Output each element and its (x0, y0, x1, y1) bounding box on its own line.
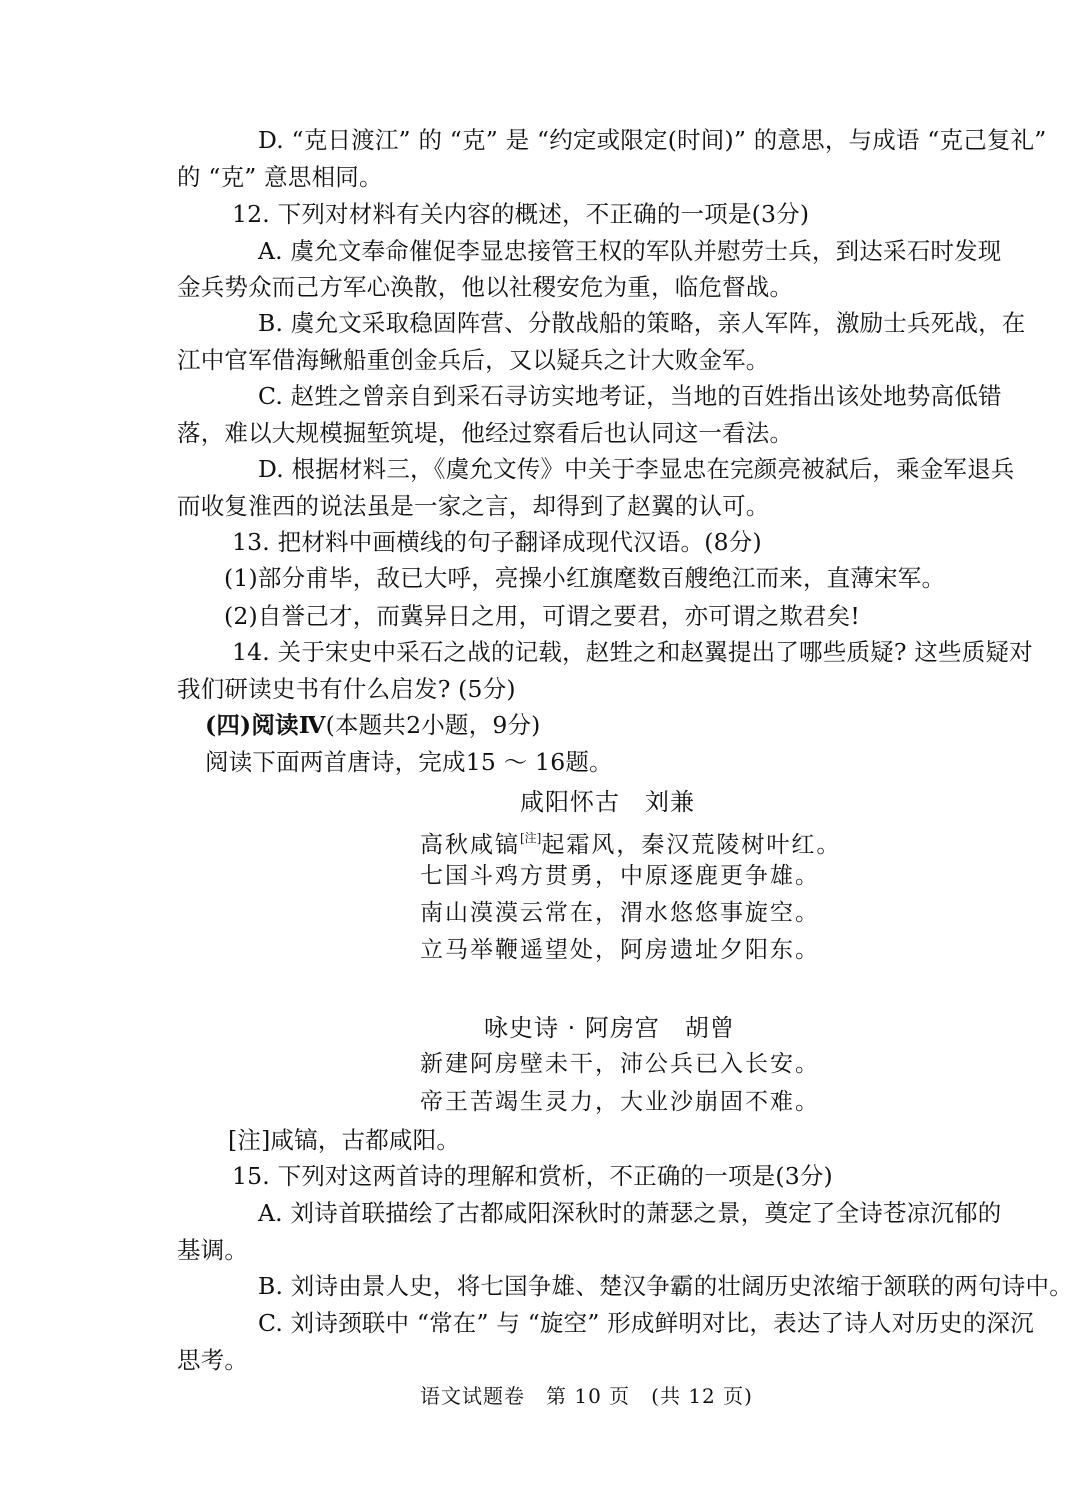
option-12b-line-1: B. 虞允文采取稳固阵营、分散战船的策略，亲人军阵，激励士兵死战，在 (258, 309, 1026, 337)
poem-1-line-3: 南山漠漠云常在，渭水悠悠事旋空。 (420, 900, 820, 926)
option-12a-line-2: 金兵势众而己方军心涣散，他以社稷安危为重，临危督战。 (177, 273, 794, 301)
option-12d-line-2: 而收复淮西的说法虽是一家之言，却得到了赵翼的认可。 (177, 492, 770, 520)
page-footer: 语文试题卷 第 10 页 (共 12 页) (420, 1384, 753, 1408)
poem-2-title: 咏史诗 · 阿房宫 胡曾 (484, 1014, 735, 1042)
footnote: [注]咸镐，古都咸阳。 (228, 1126, 461, 1154)
question-13-sentence-1: (1)部分甫毕，敌已大呼，亮操小红旗麾数百艘绝江而来，直薄宋军。 (224, 564, 946, 592)
option-15a-line-1: A. 刘诗首联描绘了古都咸阳深秋时的萧瑟之景，奠定了全诗苍凉沉郁的 (258, 1199, 1002, 1227)
poem-1-line-4: 立马举鞭遥望处，阿房遗址夕阳东。 (420, 937, 820, 963)
question-13: 13. 把材料中画横线的句子翻译成现代汉语。(8分) (232, 528, 762, 556)
question-14-line-2: 我们研读史书有什么启发? (5分) (177, 675, 516, 703)
section-title: (四)阅读Ⅳ (205, 711, 326, 739)
poem-1-title: 咸阳怀古 刘兼 (520, 788, 695, 816)
reading-instruction: 阅读下面两首唐诗，完成15 ～ 16题。 (205, 748, 613, 776)
poem-1-line-1-part-b: 起霜风，秦汉荒陵树叶红。 (541, 832, 842, 858)
option-11d-line-2: 的 “克” 意思相同。 (177, 163, 383, 191)
poem-2-line-1: 新建阿房壁未干，沛公兵已入长安。 (420, 1051, 820, 1077)
poem-1-line-1 (420, 822, 841, 861)
option-15c-line-2: 思考。 (177, 1346, 249, 1374)
section-heading (205, 709, 541, 741)
option-12c-line-2: 落，难以大规模掘堑筑堤，他经过察看后也认同这一看法。 (177, 419, 794, 447)
question-14-line-1: 14. 关于宋史中采石之战的记载，赵甡之和赵翼提出了哪些质疑? 这些质疑对 (232, 638, 1033, 666)
poem-1-line-1-part-a: 高秋咸镐 (420, 832, 520, 858)
footnote-marker: [注] (520, 831, 542, 845)
option-12c-line-1: C. 赵甡之曾亲自到采石寻访实地考证，当地的百姓指出该处地势高低错 (258, 382, 1002, 410)
option-12a-line-1: A. 虞允文奉命催促李显忠接管王权的军队并慰劳士兵，到达采石时发现 (258, 237, 1002, 265)
option-11d-line-1: D. “克日渡江” 的 “克” 是 “约定或限定(时间)” 的意思，与成语 “克己复礼” (258, 126, 1047, 154)
poem-1-line-2: 七国斗鸡方贯勇，中原逐鹿更争雄。 (420, 863, 820, 889)
option-15c-line-1: C. 刘诗颈联中 “常在” 与 “旋空” 形成鲜明对比，表达了诗人对历史的深沉 (258, 1309, 1034, 1337)
option-15a-line-2: 基调。 (177, 1236, 249, 1264)
question-13-sentence-2: (2)自誉己才，而冀异日之用，可谓之要君，亦可谓之欺君矣! (224, 602, 861, 630)
question-15: 15. 下列对这两首诗的理解和赏析，不正确的一项是(3分) (232, 1162, 833, 1190)
poem-2-line-2: 帝王苦竭生灵力，大业沙崩固不难。 (420, 1089, 820, 1115)
option-12b-line-2: 江中官军借海鳅船重创金兵后，又以疑兵之计大败金军。 (177, 346, 770, 374)
option-12d-line-1: D. 根据材料三，《虞允文传》中关于李显忠在完颜亮被弑后，乘金军退兵 (258, 455, 1015, 483)
option-15b-line-1: B. 刘诗由景人史，将七国争雄、楚汉争霸的壮阔历史浓缩于颔联的两句诗中。 (258, 1272, 1073, 1300)
section-subtitle: (本题共2小题，9分) (325, 711, 541, 739)
question-12: 12. 下列对材料有关内容的概述，不正确的一项是(3分) (232, 200, 810, 228)
